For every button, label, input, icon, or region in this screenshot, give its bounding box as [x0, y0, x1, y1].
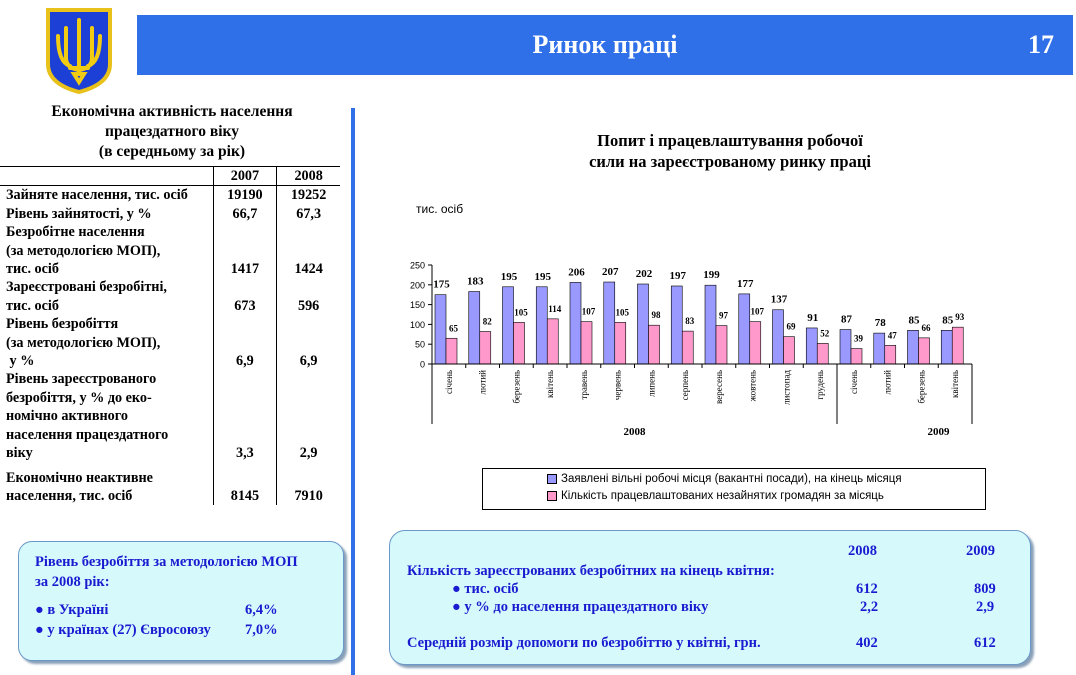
row-value: 612 [856, 581, 878, 597]
row-label-line: Зайняте населення, тис. осіб [6, 187, 188, 204]
table-row [0, 370, 340, 462]
box-item-value: 7,0% [245, 622, 278, 638]
row-label [0, 370, 213, 462]
registered-heading: Кількість зареєстрованих безробітних на кінець квітня: [407, 563, 775, 579]
bar-vacancies [773, 310, 784, 364]
bar-employed [919, 338, 930, 364]
row-value: 2,2 [860, 599, 879, 615]
bar-employed [851, 349, 862, 364]
y-tick-label: 0 [419, 359, 425, 370]
value-2008: 1424 [277, 223, 340, 278]
bar-employed [682, 331, 693, 364]
bar-vacancies [536, 287, 547, 364]
left-panel-heading [0, 102, 344, 162]
x-tick-label: лютий [477, 370, 488, 395]
data-label-vacancies: 195 [534, 270, 551, 283]
chart-title-line: сили на зареєстрованому ринку праці [589, 152, 871, 171]
bar-employed [716, 326, 727, 364]
row-label-line: у % [6, 353, 35, 370]
bar-vacancies [604, 282, 615, 364]
page-number: 17 [1028, 30, 1054, 59]
data-label-employed: 107 [750, 306, 764, 317]
value-2008: 6,9 [277, 315, 340, 370]
table-row [0, 463, 340, 506]
y-tick-label: 250 [409, 260, 425, 271]
box-title-line: Рівень безробіття за методологією МОП [35, 554, 298, 570]
row-label-line: тис. осіб [6, 261, 59, 278]
chart-title-line: Попит і працевлаштування робочої [597, 131, 863, 150]
year-header: 2009 [966, 543, 995, 559]
registered-unemployed-box [389, 530, 1031, 665]
row-label-line: (за методологією МОП), [6, 242, 161, 259]
table-body [0, 186, 340, 505]
page-title: Ринок праці [532, 30, 678, 59]
data-label-vacancies: 91 [807, 311, 819, 324]
activity-table [0, 166, 340, 505]
bar-employed [750, 322, 761, 364]
data-label-vacancies: 137 [770, 293, 788, 306]
row-label: ● у % до населення працездатного віку [452, 599, 709, 615]
x-tick-label: квітень [950, 370, 961, 398]
data-label-employed: 65 [449, 323, 458, 334]
data-label-employed: 105 [615, 307, 629, 318]
ilo-unemployment-box [18, 541, 344, 661]
value-2008: 596 [277, 278, 340, 315]
data-label-employed: 114 [548, 303, 562, 314]
bar-vacancies [469, 292, 480, 364]
table-row [0, 186, 340, 205]
y-tick-label: 50 [414, 339, 425, 350]
box-title-line: за 2008 рік: [35, 574, 110, 590]
bar-employed [480, 332, 491, 364]
x-tick-label: червень [612, 370, 623, 401]
data-label-vacancies: 207 [602, 266, 619, 279]
row-label [0, 205, 213, 223]
legend-swatch [547, 474, 557, 484]
heading-line: працездатного віку [105, 123, 239, 140]
bar-employed [649, 325, 660, 364]
data-label-vacancies: 195 [500, 270, 518, 283]
data-label-vacancies: 78 [874, 317, 886, 330]
x-tick-label: лютий [882, 370, 893, 395]
value-2008: 7910 [277, 463, 340, 506]
bar-chart [395, 256, 985, 441]
row-label-line: Рівень зайнятості, у % [6, 205, 152, 222]
y-tick-label: 200 [409, 280, 425, 291]
heading-line: (в середньому за рік) [98, 143, 246, 160]
box-item-value: 6,4% [245, 602, 278, 618]
box-item-label: ● в Україні [35, 602, 109, 618]
table-row [0, 278, 340, 315]
data-label-employed: 66 [921, 322, 931, 333]
x-tick-label: квітень [545, 370, 556, 398]
row-label-line: Рівень безробіття [6, 316, 119, 333]
row-label-line: Економічно неактивне [6, 469, 153, 486]
bar-vacancies [638, 284, 649, 364]
x-tick-label: січень [443, 370, 454, 394]
bar-employed [446, 338, 457, 364]
x-tick-label: грудень [815, 370, 826, 400]
y-tick-label: 100 [409, 319, 425, 330]
data-label-employed: 82 [482, 316, 492, 327]
data-label-vacancies: 197 [669, 269, 686, 282]
y-tick-label: 150 [409, 300, 425, 311]
x-tick-label: березень [511, 370, 522, 404]
row-value: 809 [974, 581, 996, 597]
y-axis-units-label: тис. осіб [416, 202, 464, 216]
bar-vacancies [908, 330, 919, 364]
x-tick-label: березень [916, 370, 927, 404]
bar-employed [817, 343, 828, 364]
bar-employed [784, 337, 795, 364]
bar-vacancies [874, 333, 885, 364]
row-label-line: номічно активного [6, 408, 128, 425]
data-label-employed: 39 [854, 333, 863, 344]
chart-title [470, 130, 990, 172]
data-label-vacancies: 183 [467, 275, 484, 288]
benefit-value: 402 [856, 635, 878, 651]
data-label-employed: 98 [651, 310, 661, 321]
table-row [0, 205, 340, 223]
row-label-line: безробіття, у % до еко- [6, 389, 152, 406]
chart-legend [482, 468, 986, 510]
table-row [0, 315, 340, 370]
data-label-vacancies: 175 [433, 278, 450, 291]
x-tick-label: липень [646, 370, 657, 398]
bar-employed [581, 322, 592, 364]
value-2008: 19252 [277, 186, 340, 205]
legend-swatch [547, 491, 557, 501]
value-2007: 3,3 [213, 370, 277, 462]
data-label-employed: 97 [719, 310, 728, 321]
legend-item [547, 473, 902, 485]
legend-label: Кількість працевлаштованих незайнятих громадян за місяць [561, 490, 884, 502]
data-label-employed: 52 [820, 328, 830, 339]
benefit-value: 612 [974, 635, 996, 651]
legend-item [547, 490, 884, 502]
bar-vacancies [941, 330, 952, 364]
x-tick-label: жовтень [747, 370, 758, 402]
heading-line: Економічна активність населення [51, 103, 293, 120]
bar-vacancies [840, 330, 851, 364]
box-item-label: ● у країнах (27) Євросоюзу [35, 622, 211, 638]
value-2007: 6,9 [213, 315, 277, 370]
x-tick-label: серпень [680, 370, 691, 401]
row-value: 2,9 [976, 599, 995, 615]
data-label-employed: 83 [685, 316, 695, 327]
data-label-employed: 47 [887, 330, 897, 341]
data-label-vacancies: 206 [568, 266, 585, 279]
table-row [0, 223, 340, 278]
bar-employed [952, 327, 963, 364]
data-label-vacancies: 199 [703, 269, 720, 282]
year-group-label: 2008 [623, 426, 646, 438]
x-tick-label: листопад [781, 370, 792, 406]
row-label-line: Рівень зареєстрованого [6, 371, 157, 388]
table-header-cell: 2007 [213, 167, 277, 186]
data-label-vacancies: 85 [942, 314, 954, 327]
table-header-empty [0, 167, 213, 186]
value-2007: 19190 [213, 186, 277, 205]
data-label-vacancies: 202 [635, 268, 653, 281]
bar-vacancies [671, 286, 682, 364]
row-label-line: населення, тис. осіб [6, 487, 133, 504]
trident-emblem-icon [44, 6, 114, 94]
data-label-vacancies: 85 [908, 314, 920, 327]
bar-employed [885, 345, 896, 364]
value-2007: 8145 [213, 463, 277, 506]
bar-vacancies [705, 285, 716, 364]
value-2008: 2,9 [277, 370, 340, 462]
data-label-employed: 93 [955, 312, 965, 323]
year-header: 2008 [848, 543, 877, 559]
data-label-vacancies: 87 [841, 313, 852, 326]
row-label-line: Безробітне населення [6, 224, 145, 241]
bar-vacancies [570, 282, 581, 364]
bar-vacancies [435, 295, 446, 364]
data-label-vacancies: 177 [737, 277, 754, 290]
x-tick-label: січень [848, 370, 859, 394]
value-2008: 67,3 [277, 205, 340, 223]
bar-vacancies [739, 294, 750, 364]
row-label [0, 223, 213, 278]
bar-employed [547, 319, 558, 364]
vertical-divider [351, 108, 355, 675]
row-label [0, 186, 213, 205]
table-header-cell: 2008 [277, 167, 340, 186]
data-label-employed: 69 [786, 321, 796, 332]
row-label-line: віку [6, 445, 33, 462]
value-2007: 66,7 [213, 205, 277, 223]
x-tick-label: травень [578, 370, 589, 400]
row-label-line: (за методологією МОП), [6, 334, 161, 351]
row-label: ● тис. осіб [452, 581, 519, 597]
bar-employed [615, 322, 626, 364]
row-label-line: Зареєстровані безробітні, [6, 279, 167, 296]
legend-label: Заявлені вільні робочі місця (вакантні посади), на кінець місяця [561, 473, 902, 485]
bar-vacancies [503, 287, 514, 364]
data-label-employed: 105 [514, 307, 528, 318]
table-header-row [0, 167, 340, 186]
x-tick-label: вересень [713, 370, 724, 404]
row-label-line: тис. осіб [6, 297, 59, 314]
value-2007: 1417 [213, 223, 277, 278]
row-label [0, 463, 213, 506]
row-label-line: населення працездатного [6, 426, 169, 443]
data-label-employed: 107 [581, 306, 596, 317]
bar-employed [514, 322, 525, 364]
row-label [0, 315, 213, 370]
value-2007: 673 [213, 278, 277, 315]
year-group-label: 2009 [927, 426, 950, 438]
benefit-label: Середній розмір допомоги по безробіттю у квітні, грн. [407, 635, 761, 651]
bar-vacancies [806, 328, 817, 364]
row-label [0, 278, 213, 315]
